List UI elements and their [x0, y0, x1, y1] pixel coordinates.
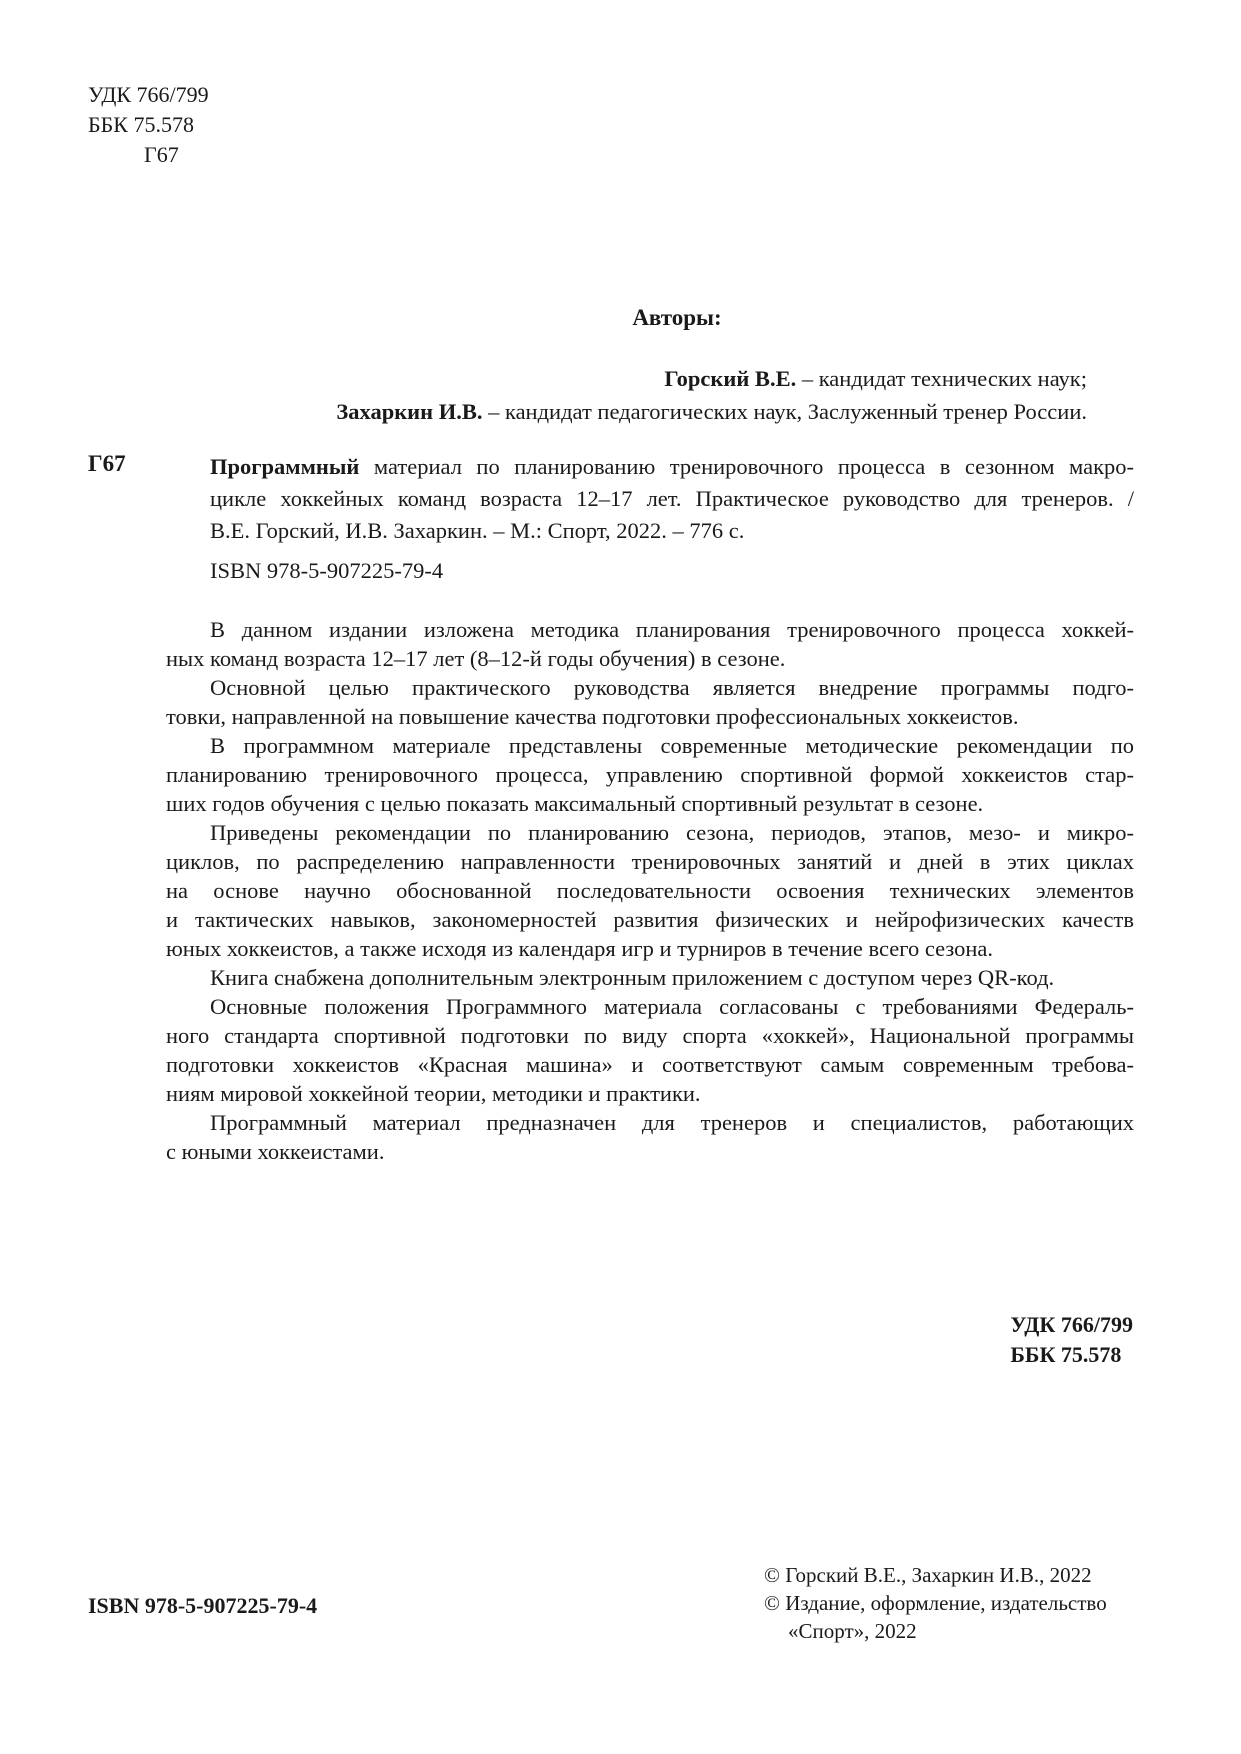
copyright-line: «Спорт», 2022: [788, 1619, 917, 1643]
annotation-paragraph: Основные положения Программного материала согласованы с требованиями Федераль- ного стандарта спортивной подготовки по виду спорта «хоккей», Национальной программы подготовки хоккеистов «Красная машина» и соответствуют самым современным требова- ниям мировой хоккейной теории, методики и практики.: [166, 994, 1134, 1106]
copyright-line: © Горский В.Е., Захаркин И.В., 2022: [764, 1563, 1092, 1587]
bibliographic-mark: Г67: [88, 451, 126, 476]
annotation: [166, 615, 1134, 1166]
isbn-line: ISBN 978-5-907225-79-4: [210, 558, 444, 583]
annotation-paragraph: В данном издании изложена методика планирования тренировочного процесса хоккей- ных команд возраста 12–17 лет (8–12-й годы обучения) в сезоне.: [166, 617, 1134, 671]
annotation-paragraph: Основной целью практического руководства является внедрение программы подго- товки, направленной на повышение качества подготовки профессиональных хоккеистов.: [166, 675, 1134, 729]
bib-line: Программный материал по планированию тренировочного процесса в сезонном макро-: [210, 454, 1134, 479]
classification-codes-top: [88, 80, 209, 170]
authors-list: [336, 362, 1087, 428]
copyright-line: © Издание, оформление, издательство: [764, 1591, 1107, 1615]
author-description: – кандидат технических наук;: [796, 366, 1087, 391]
bibliographic-entry: [210, 451, 1134, 547]
udk-code: УДК 766/799: [88, 82, 209, 107]
authors-heading: Авторы:: [632, 305, 722, 330]
udk-code: УДК 766/799: [1010, 1312, 1133, 1337]
author-description: – кандидат педагогических наук, Заслуженный тренер России.: [482, 399, 1087, 424]
bbk-code: ББК 75.578: [88, 112, 194, 137]
bib-line: В.Е. Горский, И.В. Захаркин. – М.: Спорт, 2022. – 776 с.: [210, 518, 745, 543]
author-entry: [336, 362, 1087, 395]
classification-codes-bottom: [1010, 1310, 1133, 1370]
annotation-paragraph: Программный материал предназначен для тренеров и специалистов, работающих с юными хоккеистами.: [166, 1110, 1134, 1164]
bib-line: цикле хоккейных команд возраста 12–17 лет. Практическое руководство для тренеров. /: [210, 486, 1134, 511]
bbk-code: ББК 75.578: [1010, 1342, 1122, 1367]
author-mark: Г67: [144, 142, 179, 167]
bib-title: Программный: [210, 454, 360, 479]
annotation-paragraph: Книга снабжена дополнительным электронным приложением с доступом через QR-код.: [210, 965, 1055, 990]
author-name: Захаркин И.В.: [336, 399, 483, 424]
author-entry: [336, 395, 1087, 428]
isbn-bottom: ISBN 978-5-907225-79-4: [88, 1593, 318, 1618]
copyright-block: [764, 1561, 1107, 1645]
author-name: Горский В.Е.: [664, 366, 797, 391]
annotation-paragraph: В программном материале представлены современные методические рекомендации по планированию тренировочного процесса, управлению спортивной формой хоккеистов стар- ших годов обучения с целью показать максимальный спортивный результат в сезоне.: [166, 733, 1134, 816]
annotation-paragraph: Приведены рекомендации по планированию сезона, периодов, этапов, мезо- и микро- циклов, по распределению направленности тренировочных занятий и дней в этих циклах на основе научно обоснованной последовательности освоения технических элементов и тактических навыков, закономерностей развития физических и нейрофизических качеств юных хоккеистов, а также исходя из календаря игр и турниров в течение всего сезона.: [166, 820, 1134, 961]
